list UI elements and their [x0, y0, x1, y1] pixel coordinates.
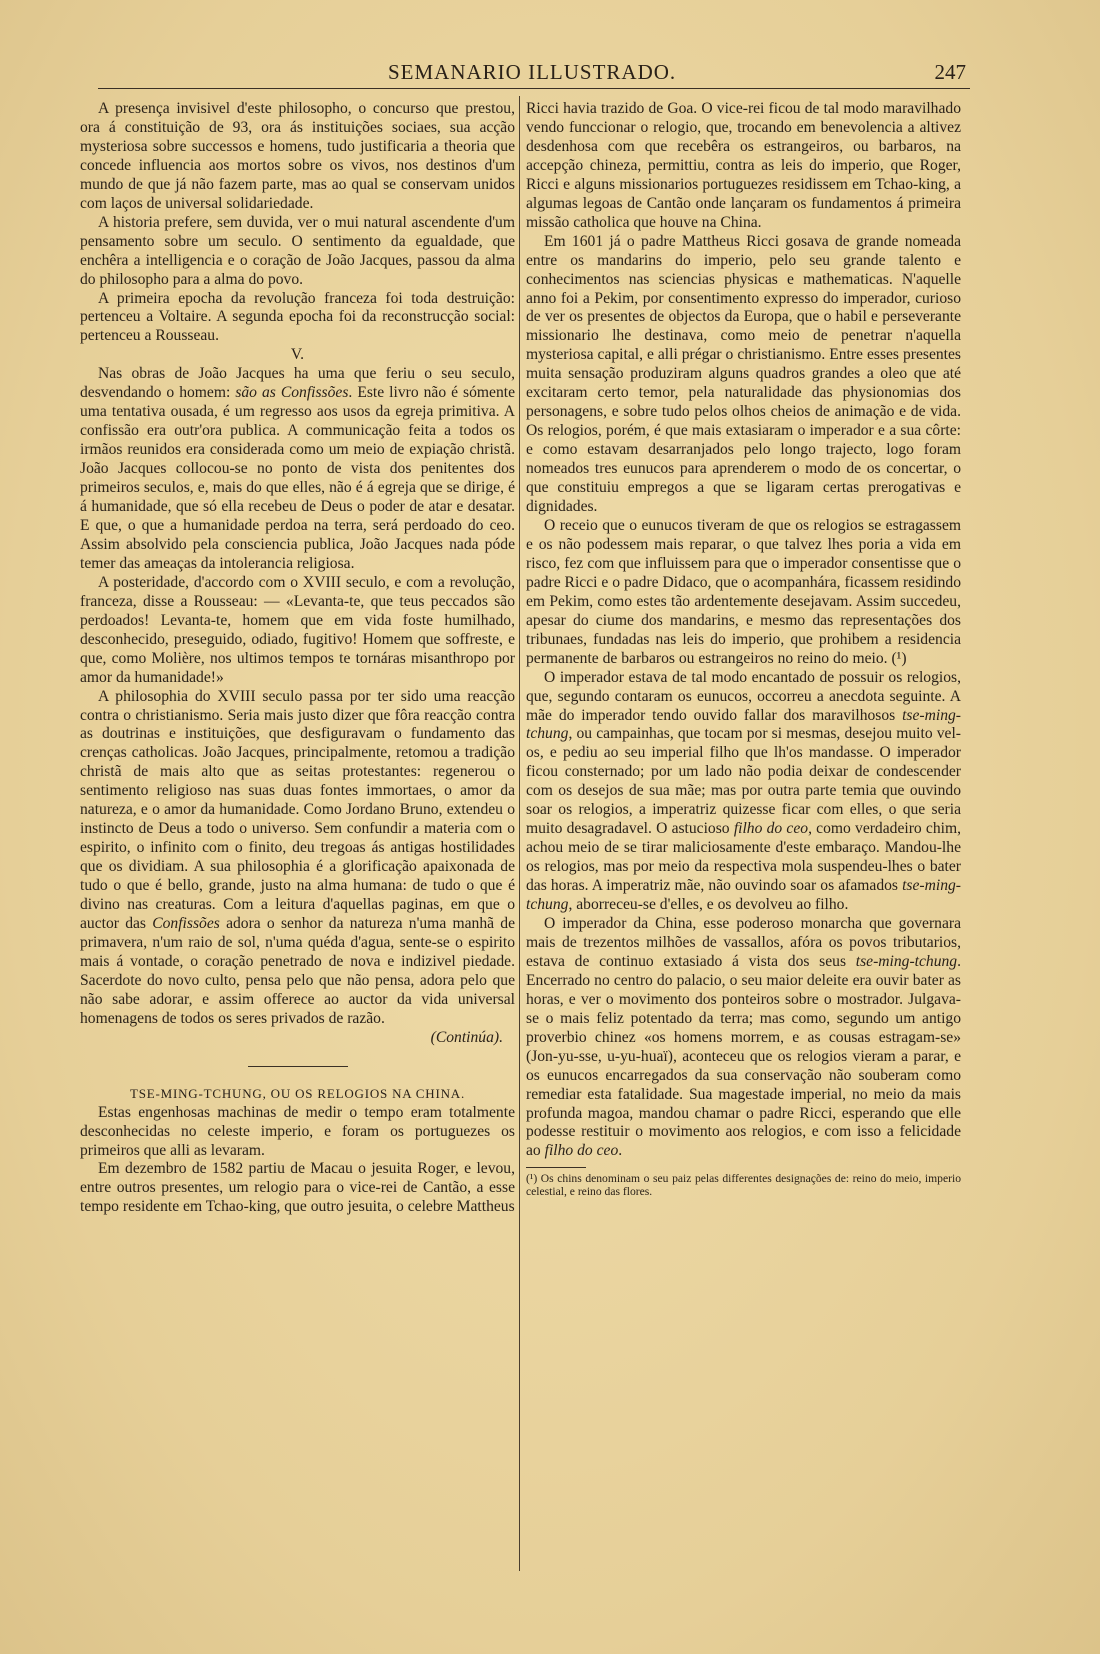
italic-run: Confissões [152, 914, 220, 932]
paragraph: Estas engenhosas machinas de medir o tempo eram totalmente desconhecidas no celeste imperio, e foram os portuguezes os primeiros que alli as levaram. [80, 1103, 515, 1159]
text-run: . Encerrado no centro do palacio, o seu maior deleite era ouvir bater as horas, e ver o movimento dos ponteiros sobre o mostrador. Julgava-se o mais feliz potentado da terra; mas como, segundo um antigo proverbio chinez «os homens morrem, e as cousas estragam-se» (Jon-yu-sse, u-yu-huaï), aconteceu que os relogios vieram a parar, e os eunucos encarregados da sua conservação não souberam como remediar esta fatalidade. Sua magestade imperial, no meio da mais profunda magoa, mandou chamar o padre Ricci, esperando que elle podesse restituir o movimento aos relogios, e com isso a felicidade ao [526, 952, 961, 1160]
paragraph: A historia prefere, sem duvida, ver o mui natural ascendente d'um pensamento sobre um seculo. O sentimento da egualdade, que enchêra a intelligencia e o coração de João Jacques, passou da alma do philosopho para a alma do povo. [80, 213, 515, 288]
italic-run: filho do ceo [544, 1142, 619, 1160]
paragraph [526, 915, 961, 1161]
paragraph [80, 688, 515, 1029]
text-run: . [618, 1142, 623, 1160]
text-run: . Este livro não é sómente uma tentativa ousada, é um regresso aos usos da egreja primitiva. A confissão era outr'ora publica. A communicação feita a todos os irmãos reunidos era considerada como um meio de expiação christã. João Jacques collocou-se no ponto de vista dos penitentes dos primeiros seculos, e, mais do que elles, não é á egreja que se dirige, é á humanidade, que só ella recebeu de Deus o poder de atar e desatar. E que, o que a humanidade perdoa na terra, será perdoado do ceo. Assim absolvido pela consciencia publica, João Jacques nada póde temer das ameaças da intolerancia religiosa. [80, 384, 515, 572]
publication-title: SEMANARIO ILLUSTRADO. [388, 60, 677, 84]
footnote: (¹) Os chins denominam o seu paiz pelas differentes designações de: reino do meio, imperio celestial, e reino das flores. [526, 1172, 961, 1199]
paragraph: A presença invisivel d'este philosopho, o concurso que prestou, ora á constituição de 93, ora ás instituições sociaes, sua acção mysteriosa sobre successos e homens, tudo justificaria a theoria que concede influencia aos mortos sobre os vivos, nos destinos d'um mundo de que já não fazem parte, mas ao qual se conservam unidos com laços de universal solidariedade. [80, 100, 515, 212]
continua-line [80, 1029, 515, 1048]
right-column-paragraphs [526, 100, 961, 1161]
right-column [526, 100, 961, 1198]
page-header [98, 58, 970, 89]
continua-note: (Continúa). [430, 1028, 503, 1046]
text-run: O imperador estava de tal modo encantado de possuir os relogios, que, segundo contaram os eunucos, occorreu a anecdota seguinte. A mãe do imperador tendo ouvido fallar dos maravilhosos [526, 668, 961, 724]
left-column [80, 100, 515, 1217]
text-run: , aborreceu-se d'elles, e os devolveu ao filho. [568, 896, 849, 914]
text-run: Nas obras de João Jacques ha uma que feriu o seu seculo, desvendando o homem: [80, 365, 515, 402]
text-run: O imperador da China, esse poderoso monarcha que governara mais de trezentos milhões de vassallos, afóra os povos tributarios, estava de continuo extasiado á vista dos seus [526, 914, 961, 970]
paragraph [526, 100, 961, 233]
column-divider [519, 96, 520, 1571]
paragraph [526, 233, 961, 517]
paragraph: Em dezembro de 1582 partiu de Macau o jesuita Roger, e levou, entre outros presentes, um relogio para o vice-rei de Cantão, a esse tempo residente em Tchao-king, que outro jesuita, o celebre Mattheus [80, 1160, 515, 1216]
text-run: A philosophia do XVIII seculo passa por ter sido uma reacção contra o christianismo. Seria mais justo dizer que fôra reacção contra as doutrinas e instituições, que desfiguravam o fundamento das crenças catholicas. João Jacques, principalmente, retomou a tradição christã de mais alto que as seitas protestantes: regenerou o sentimento religioso nas suas duas fontes immortaes, o amor da natureza, e o amor da humanidade. Como Jordano Bruno, extendeu o instincto de Deus a todo o universo. Sem confundir a materia com o espirito, o infinito com o finito, deu tregoas ás antigas hostilidades que os dividiam. A sua philosophia é a glorificação apaixonada de tudo o que é bello, grande, justo na alma humana: de tudo o que é divino nas creaturas. Com a leitura d'aquellas paginas, em que o auctor das [80, 687, 515, 932]
paragraph [526, 669, 961, 915]
text-run: , ou campainhas, que tocam por si mesmas, desejou muito vel-os, e pediu ao seu imperial filho que lh'os mandasse. O imperador ficou consternado; por um lado não podia deixar de condescender com os desejos de sua mãe; mas por outra parte temia que ouvindo soar os relogios, a imperatriz quizesse ficar com elles, o que seria muito desagradavel. O astucioso [526, 725, 961, 838]
text-run: adora o senhor da natureza n'uma manhã de primavera, n'um raio de sol, n'uma quéda d'agua, sente-se o espirito mais á vontade, o coração penetrado de nova e indizivel piedade. Sacerdote do novo culto, pensa pelo que não pensa, adora pelo que não sabe adorar, e assim offerece ao auctor da vida universal homenagens de todos os seres privados de razão. [80, 914, 515, 1027]
section-rule [248, 1066, 348, 1067]
footnote-rule [526, 1167, 586, 1168]
text-run: , como verdadeiro chim, achou meio de se tirar maliciosamente d'este embaraço. Mandou-lhe os relogios, mas por meio da respectiva mola suspendeu-lhes o bater das horas. A imperatriz mãe, não ouvindo soar os afamados [526, 820, 961, 895]
italic-run: tse-ming-tchung [526, 877, 961, 914]
page-number: 247 [934, 60, 966, 84]
text-run: A posteridade, d'accordo com o XVIII seculo, e com a revolução, franceza, disse a Rousseau: — «Levanta-te, que teus peccados são perdoados! Levanta-te, homem que em vida foste humilhado, desconhecido, preseguido, odiado, fugitivo! Homem que soffreste, e que, como Molière, nos ultimos tempos te tornáras misanthropo por amor da humanidade!» [80, 573, 515, 686]
text-run: Ricci havia trazido de Goa. O vice-rei ficou de tal modo maravilhado vendo funccionar o relogio, que, trocando em benevolencia a altivez desdenhosa com que recebêra os estrangeiros, ou barbaros, na accepção chineza, permittiu, contra as leis do imperio, que Roger, Ricci e alguns missionarios portuguezes residissem em Tchao-king, a algumas legoas de Cantão onde lançaram os fundamentos á primeira missão catholica que houve na China. [526, 100, 961, 231]
paragraph [80, 365, 515, 573]
paragraph: A primeira epocha da revolução franceza foi toda destruição: pertenceu a Voltaire. A segunda epocha foi da reconstrucção social: pertenceu a Rousseau. [80, 289, 515, 345]
article-title: TSE-MING-TCHUNG, OU OS RELOGIOS NA CHINA. [129, 1085, 466, 1101]
paragraph [526, 517, 961, 669]
paragraph [80, 574, 515, 688]
text-run: O receio que o eunucos tiveram de que os relogios se estragassem e os não podessem mais reparar, o que talvez lhes poria a vida em risco, fez com que influissem para que o imperador consentisse que o padre Ricci e o padre Didaco, que o acompanhára, ficassem residindo em Pekim, como estes tão ardentemente desejavam. Assim succedeu, apesar do ciume dos mandarins, e mesmo das representações dos tribunaes, fundadas nas leis do imperio, que prohibem a residencia permanente de barbaros ou estrangeiros no reino do meio. (¹) [526, 516, 961, 667]
italic-run: tse-ming-tchung [526, 706, 961, 743]
italic-run: tse-ming-tchung [855, 952, 958, 970]
text-run: Em 1601 já o padre Mattheus Ricci gosava de grande nomeada entre os mandarins do imperio, pelo seu grande talento e conhecimentos nas sciencias physicas e mathematicas. N'aquelle anno foi a Pekim, por consentimento expresso do imperador, curioso de ver os presentes de objectos da Europa, que o habil e perseverante missionario lhe destinava, como meio de penetrar n'aquella mysteriosa capital, e alli prégar o christianismo. Entre esses presentes muita sensação produziram alguns quadros grandes a oleo que até excitaram certo temor, pela naturalidade das physionomias dos personagens, e sobre tudo pelos olhos cheios de animação e de vida. Os relogios, porém, é que mais extasiaram o imperador e a sua côrte: e como estavam desarranjados pelo longo trajecto, logo foram nomeados tres eunucos para aprenderem o modo de os concertar, o que constituiu empregos a que se ligaram certas prerogativas e dignidades. [526, 232, 961, 516]
italic-run: são as Confissões [235, 384, 349, 402]
italic-run: filho do ceo [733, 820, 809, 838]
section-number: V. [290, 346, 305, 364]
